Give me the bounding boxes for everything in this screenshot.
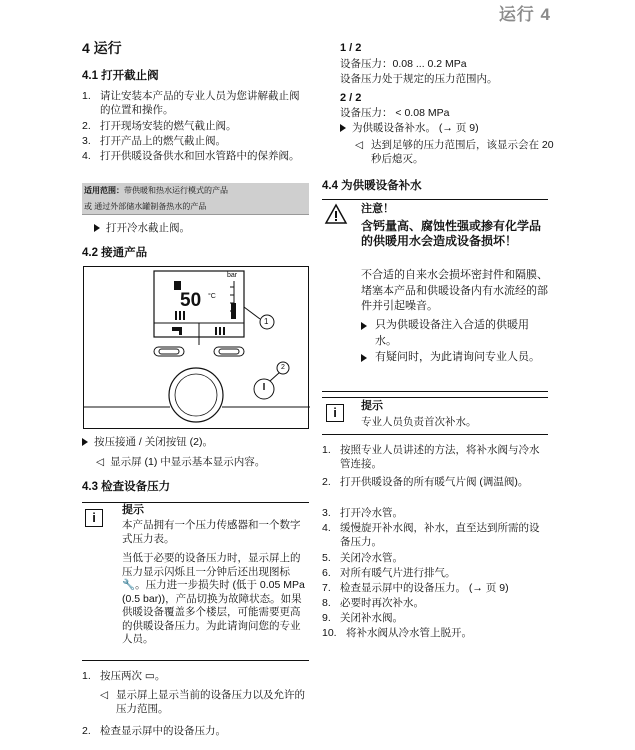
step-text: 关闭冷水管。 xyxy=(340,552,403,564)
radiator-icon xyxy=(175,311,185,320)
note-title: 提示 xyxy=(122,504,144,516)
validity-line-1: 带供暖和热水运行模式的产品 xyxy=(124,186,228,195)
step-text: 缓慢旋开补水阀，补水，直至达到所需的设备压力。 xyxy=(340,522,540,548)
step-number: 4. xyxy=(82,150,91,162)
info-icon: i xyxy=(326,404,344,422)
action-arrow-icon xyxy=(361,322,367,330)
step-number: 3. xyxy=(82,135,91,147)
step-number: 2. xyxy=(82,120,91,132)
radiator-softkey-icon xyxy=(215,327,225,335)
step-text: 打开供暖设备供水和回水管路中的保养阀。 xyxy=(100,150,300,162)
action-arrow-icon xyxy=(94,224,100,232)
step-text: 打开冷水管。 xyxy=(340,507,403,519)
step-text: 必要时再次补水。 xyxy=(340,597,424,609)
display-bar-label: bar xyxy=(227,272,238,279)
result-text: 显示屏上显示当前的设备压力以及允许的压力范围。 xyxy=(116,689,305,715)
warning-bullet-2 xyxy=(361,350,549,366)
validity-label: 适用范围： xyxy=(84,186,124,195)
warning-bullet-1 xyxy=(361,318,549,349)
step-number: 10. xyxy=(322,627,337,639)
pressure-bar-fill xyxy=(231,303,236,319)
step-number: 1. xyxy=(322,444,331,456)
action-press-power xyxy=(82,436,213,450)
step-number: 4. xyxy=(322,522,331,534)
step-text: 检查显示屏中的设备压力。 (→ 页 9) xyxy=(340,582,509,594)
warning-title: 注意！ xyxy=(361,203,394,215)
step-number: 1. xyxy=(82,670,91,682)
note-paragraph-2: 当低于必要的设备压力时，显示屏上的压力显示闪烁且一分钟后还出现图标 🔧。压力进一步损失时 (低于 0.05 MPa (0.5 bar))，产品切换为故障状态。如果供暖设备覆盖多个楼层，可能需要更高的供暖设备压力。为此请询问您的专业人员。 xyxy=(122,552,305,645)
step-text: 打开产品上的燃气截止阀。 xyxy=(100,135,226,147)
result-text: 达到足够的压力范围后，该显示会在 20 秒后熄灭。 xyxy=(371,139,554,165)
note-title: 提示 xyxy=(361,400,383,412)
warning-triangle-icon xyxy=(324,203,348,225)
step-text: 打开现场安装的燃气截止阀。 xyxy=(100,120,237,132)
result-display xyxy=(96,456,265,470)
chapter-title: 4 运行 xyxy=(82,40,122,56)
step-result xyxy=(100,689,310,716)
step-text: 将补水阀从冷水管上脱开。 xyxy=(346,627,472,639)
section-4-2-title: 4.2 接通产品 xyxy=(82,247,148,259)
action-text: 为供暖设备补水。 (→ 页 9) xyxy=(352,122,479,134)
step-text: 按照专业人员讲述的方法，将补水阀与冷水管连接。 xyxy=(340,444,540,470)
note-bottom-rule xyxy=(322,434,548,435)
info-icon: i xyxy=(85,509,103,527)
callout-2-label: 2 xyxy=(281,364,285,371)
step-text: 对所有暖气片进行排气。 xyxy=(340,567,456,579)
note-bottom-rule xyxy=(82,660,309,661)
step-number: 9. xyxy=(322,612,331,624)
section-4-4-title: 4.4 为供暖设备补水 xyxy=(322,180,422,192)
action-arrow-icon xyxy=(340,124,346,132)
warning-bullet-2-text: 有疑问时，为此请询问专业人员。 xyxy=(375,351,540,363)
action-arrow-icon xyxy=(82,438,88,446)
warning-body: 不合适的自来水会损坏密封件和隔膜、堵塞本产品和供暖设备内有水流经的部件并引起噪音。 xyxy=(361,269,548,312)
result-text: 显示屏 (1) 中显示基本显示内容。 xyxy=(110,456,266,468)
step-number: 5. xyxy=(322,552,331,564)
control-panel-illustration xyxy=(83,266,309,429)
note-top-rule xyxy=(82,502,309,503)
note-paragraph-1: 本产品拥有一个压力传感器和一个数字式压力表。 xyxy=(122,519,301,545)
case-1-desc: 设备压力处于规定的压力范围内。 xyxy=(340,73,498,85)
step-number: 2. xyxy=(82,725,91,737)
result-arrow-icon: ◁ xyxy=(100,689,109,701)
action-text: 按压接通 / 关闭按钮 (2)。 xyxy=(94,436,214,448)
note-top-rule xyxy=(322,397,548,398)
warning-bottom-rule xyxy=(322,391,548,392)
warning-heading: 含钙量高、腐蚀性强或掺有化学品的供暖用水会造成设备损坏！ xyxy=(361,219,542,248)
validity-line-2: 或 通过外部储水罐制备热水的产品 xyxy=(84,202,207,211)
step-number: 2. xyxy=(322,476,331,488)
action-arrow-icon xyxy=(361,354,367,362)
step-text: 请让安装本产品的专业人员为您讲解截止阀的位置和操作。 xyxy=(100,90,300,116)
display-temperature: 50 xyxy=(180,290,202,311)
step-number: 8. xyxy=(322,597,331,609)
note-body: 专业人员负责首次补水。 xyxy=(361,416,477,428)
callout-1-label: 1 xyxy=(264,317,269,326)
step-press-twice: 按压两次 ▭。 xyxy=(100,670,166,682)
section-4-3-title: 4.3 检查设备压力 xyxy=(82,481,171,493)
case-1-pressure: 设备压力：0.08 ... 0.2 MPa xyxy=(340,58,467,70)
case-1-label: 1 / 2 xyxy=(340,42,362,54)
section-4-1-title: 4.1 打开截止阀 xyxy=(82,70,159,82)
step-number: 7. xyxy=(322,582,331,594)
flame-icon xyxy=(174,281,181,290)
step-text: 打开供暖设备的所有暖气片阀 (调温阀)。 xyxy=(340,476,529,488)
result-arrow-icon: ◁ xyxy=(96,456,105,468)
step-number: 1. xyxy=(82,90,91,102)
display-temperature-unit: °C xyxy=(208,293,216,300)
page-header-section: 运行 4 xyxy=(498,5,551,24)
warning-top-rule xyxy=(322,199,548,200)
result-arrow-icon: ◁ xyxy=(355,139,364,151)
step-text: 关闭补水阀。 xyxy=(340,612,403,624)
warning-bullet-1-text: 只为供暖设备注入合适的供暖用水。 xyxy=(375,319,529,347)
validity-box xyxy=(82,183,309,215)
case-2-action xyxy=(340,122,479,136)
step-check-display: 检查显示屏中的设备压力。 xyxy=(100,725,226,737)
action-text: 打开冷水截止阀。 xyxy=(106,222,190,234)
case-2-pressure: 设备压力： < 0.08 MPa xyxy=(340,107,450,119)
case-2-label: 2 / 2 xyxy=(340,92,362,104)
case-2-result xyxy=(355,139,555,166)
action-open-cold-water xyxy=(94,222,190,236)
step-number: 6. xyxy=(322,567,331,579)
step-number: 3. xyxy=(322,507,331,519)
